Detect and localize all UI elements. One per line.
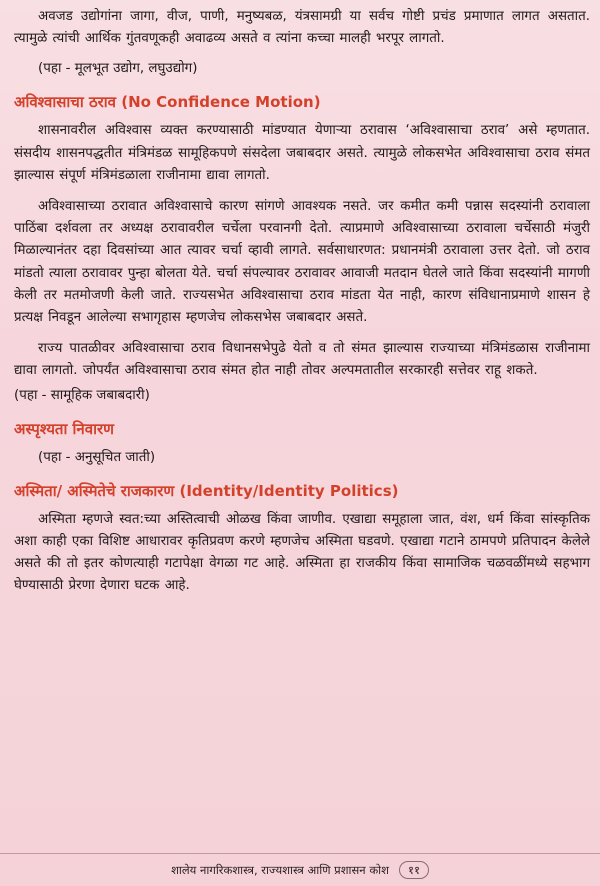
paragraph-identity: अस्मिता म्हणजे स्वत:च्या अस्तित्वाची ओळख किंवा जाणीव. एखाद्या समूहाला जात, वंश, धर्म किंवा सांस्कृतिक अशा काही एका विशिष्ट आधारावर कृतिप्रवण करणे म्हणजेच अस्मिता घडवणे. एखाद्या गटाने ठामपणे प्रतिपादन केलेले असते की तो इतर कोणत्याही गटापेक्षा वेगळा गट आहे. अस्मिता हा राजकीय किंवा सामाजिक चळवळींमध्ये सहभाग घेण्यासाठी प्रेरणा देणारा घटक आहे. [14,511,590,594]
see-also-industry: (पहा - मूलभूत उद्योग, लघुउद्योग) [38,61,198,77]
page-footer [0,853,600,886]
paragraph-no-confidence-3: राज्य पातळीवर अविश्वासाचा ठराव विधानसभेपुढे येतो व तो संमत झाल्यास राज्याच्या मंत्रिमंडळास राजीनामा द्यावा लागतो. जोपर्यंत अविश्वासाचा ठराव संमत होत नाही तोवर अल्पमतातील सरकारही सत्तेवर राहू शकते. [14,341,590,379]
footer-book-title: शालेय नागरिकशास्त्र, राज्यशास्त्र आणि प्रशासन कोश [171,862,389,877]
heading-no-confidence-motion: अविश्वासाचा ठराव (No Confidence Motion) [14,93,321,112]
see-also-scheduled-castes: (पहा - अनुसूचित जाती) [38,449,156,465]
page-number-badge: ११ [399,861,429,879]
heading-identity-politics: अस्मिता/ अस्मितेचे राजकारण (Identity/Identity Politics) [14,481,399,500]
heading-untouchability-removal: अस्पृश्यता निवारण [14,419,114,438]
page-content [14,6,590,597]
paragraph-no-confidence-2: अविश्वासाच्या ठरावात अविश्वासाचे कारण सांगणे आवश्यक नसते. जर कमीत कमी पन्नास सदस्यांनी ठरावाला पाठिंबा दर्शवला तर अध्यक्ष ठरावावरील चर्चेला परवानगी देतो. त्याप्रमाणे अविश्वासाच्या ठरावाला चर्चेसाठी मंजुरी मिळाल्यानंतर दहा दिवसांच्या आत त्यावर चर्चा व्हावी लागते. सर्वसाधारणत: प्रधानमंत्री ठरावाला उत्तर देतो. जो ठराव मांडतो त्याला ठरावावर पुन्हा बोलता येते. चर्चा संपल्यावर ठरावावर आवाजी मतदान घेतले जाते किंवा सदस्यांनी मागणी केली तर मतमोजणी केली जाते. राज्यसभेत अविश्वासाचा ठराव मांडता येत नाही, कारण संविधानाप्रमाणे शासन हे प्रत्यक्ष निवडून आलेल्या सभागृहास म्हणजेच लोकसभेस जबाबदार असते. [14,199,590,326]
paragraph-heavy-industry: अवजड उद्योगांना जागा, वीज, पाणी, मनुष्यबळ, यंत्रसामग्री या सर्वच गोष्टी प्रचंड प्रमाणात लागत असतात. त्यामुळे त्यांची आर्थिक गुंतवणूकही अवाढव्य असते व त्यांना कच्चा मालही भरपूर लागतो. [14,9,590,47]
see-also-collective-responsibility: (पहा - सामूहिक जबाबदारी) [14,387,150,403]
paragraph-no-confidence-1: शासनावरील अविश्वास व्यक्त करण्यासाठी मांडण्यात येणाऱ्या ठरावास ‘अविश्वासाचा ठराव’ असे म्हणतात. संसदीय शासनपद्धतीत मंत्रिमंडळ सामूहिकपणे संसदेला जबाबदार असते. त्यामुळे लोकसभेत अविश्वासाचा ठराव संमत झाल्यास संपूर्ण मंत्रिमंडळाला राजीनामा द्यावा लागतो. [14,123,590,183]
